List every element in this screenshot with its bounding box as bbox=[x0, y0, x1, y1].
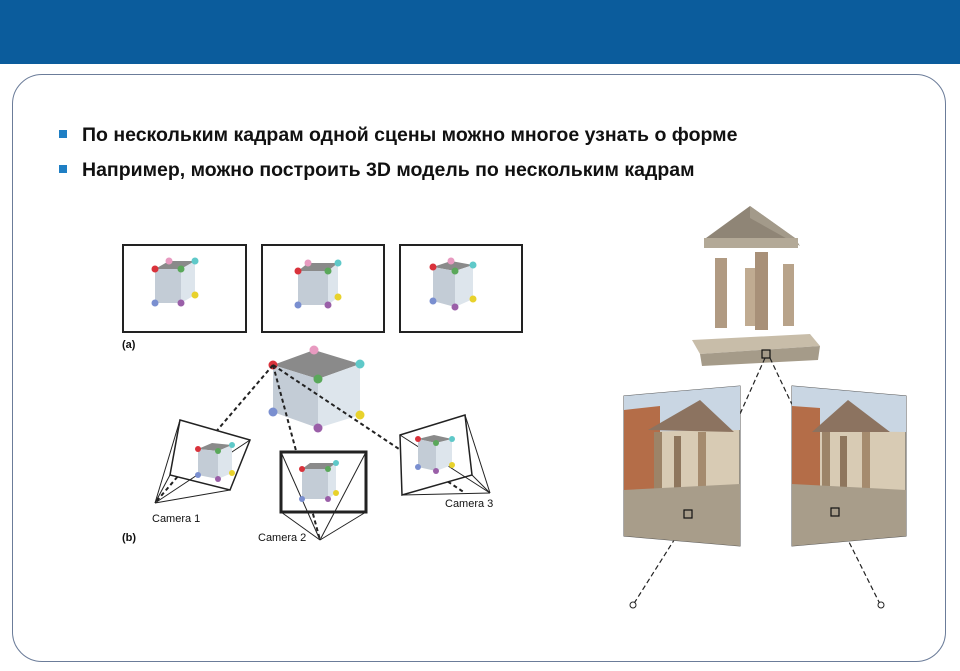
multiview-cube-figure bbox=[110, 235, 530, 555]
camera-3-label: Camera 3 bbox=[445, 498, 494, 510]
square-bullet-icon bbox=[59, 165, 67, 173]
camera-center-right bbox=[878, 602, 884, 608]
bullet-item bbox=[58, 159, 737, 181]
camera-2-label: Camera 2 bbox=[258, 532, 307, 544]
header-bar bbox=[0, 0, 960, 64]
photo-right bbox=[792, 386, 906, 546]
square-bullet-icon bbox=[59, 130, 67, 138]
view-frame-2 bbox=[262, 245, 384, 332]
camera-center-left bbox=[630, 602, 636, 608]
camera-2 bbox=[258, 452, 366, 544]
camera-1-label: Camera 1 bbox=[152, 513, 201, 525]
view-frame-3 bbox=[400, 245, 522, 332]
photo-left bbox=[624, 386, 740, 546]
bullet-text: Например, можно построить 3D модель по нескольким кадрам bbox=[82, 159, 695, 181]
bullet-text: По нескольким кадрам одной сцены можно многое узнать о форме bbox=[82, 124, 738, 146]
view-frame-1 bbox=[123, 245, 246, 332]
label-a: (a) bbox=[122, 339, 136, 351]
reconstruction-figure bbox=[600, 200, 930, 620]
camera-1 bbox=[152, 420, 250, 525]
main-cube bbox=[269, 346, 365, 433]
pavilion-3d-model bbox=[692, 206, 820, 366]
bullet-item bbox=[58, 124, 737, 146]
label-b: (b) bbox=[122, 532, 137, 544]
bullet-list bbox=[58, 124, 737, 194]
camera-3 bbox=[400, 415, 493, 510]
